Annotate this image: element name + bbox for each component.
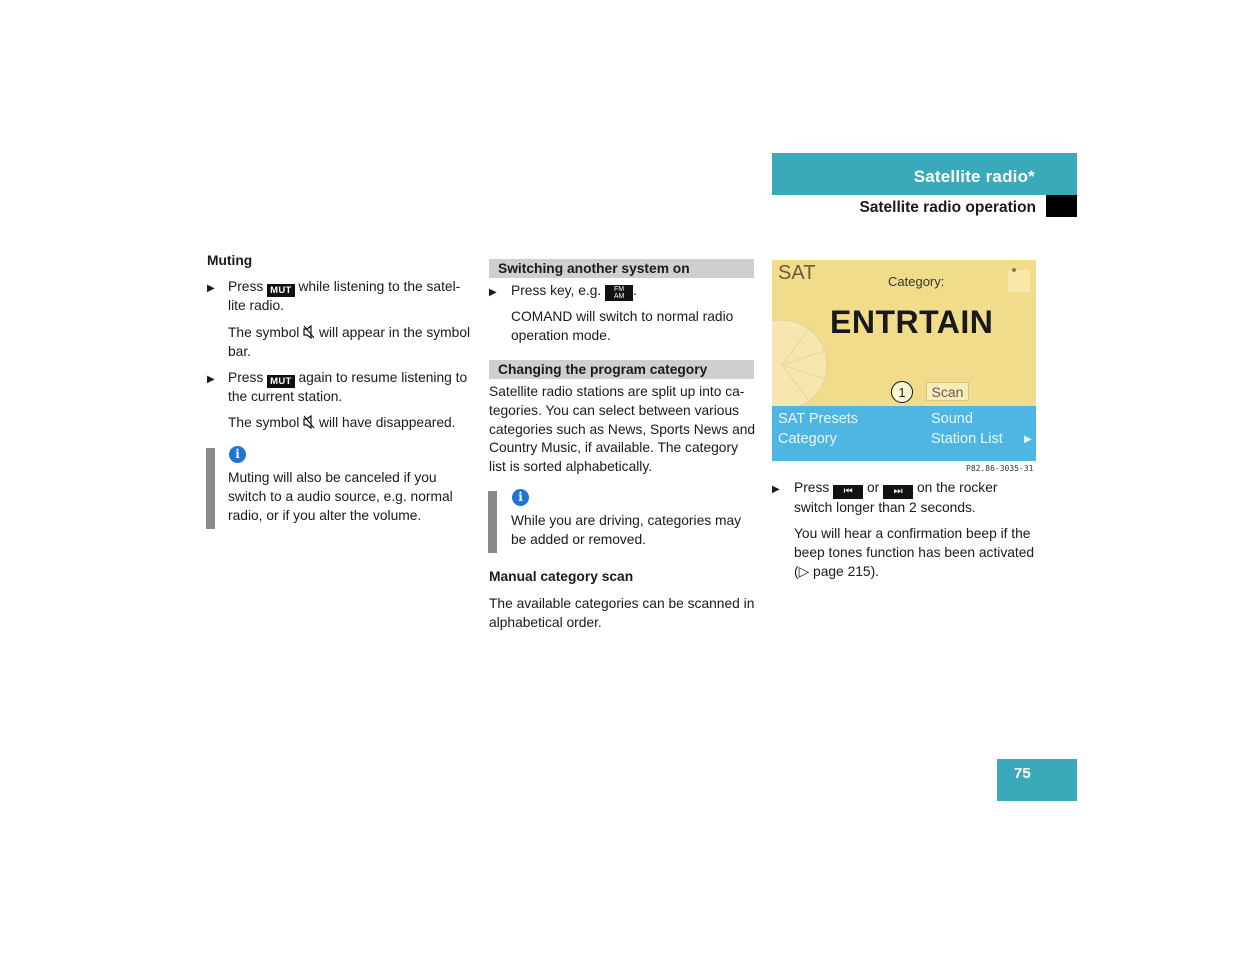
muting-step-2 [228, 369, 478, 407]
fm-am-key-icon [605, 285, 633, 301]
mute-speaker-icon [303, 325, 315, 339]
info-line: While you are driving, categories may [511, 513, 742, 528]
para-line: categories such as News, Sports News and [489, 421, 756, 437]
step-text: the current station. [228, 389, 343, 404]
muting-step-1 [228, 278, 478, 316]
mut-key-icon: MUT [267, 284, 294, 297]
step-text: Press [228, 279, 264, 294]
section-marker [1046, 195, 1077, 217]
screen-sat-label: SAT [778, 262, 816, 284]
section-title: Satellite radio operation [859, 199, 1036, 216]
result-text: bar. [228, 343, 252, 359]
muting-result-1 [228, 324, 478, 362]
chapter-header [772, 153, 1077, 195]
para-line: The available categories can be scanned in [489, 596, 755, 611]
step-text: Press key, e.g. [511, 283, 602, 298]
step-text: again to resume listening to [298, 370, 468, 385]
scan-result [794, 525, 1044, 581]
para-line: list is sorted alphabetically. [489, 459, 653, 475]
result-line: You will hear a confirmation beep if the [794, 526, 1031, 541]
arrow-right-icon: ▶ [1024, 434, 1032, 445]
skip-forward-key-icon: ⏭ [883, 485, 913, 499]
manual-scan-paragraph [489, 595, 759, 633]
key-label: AM [613, 293, 625, 300]
screen-category-value: ENTRTAIN [830, 304, 994, 340]
callout-marker: 1 [891, 381, 913, 403]
step-text: while listening to the satel- [298, 279, 461, 294]
step-text: Press [228, 370, 264, 385]
scan-step [794, 479, 1044, 518]
switch-step [511, 282, 756, 301]
bullet-icon: ▶ [207, 374, 215, 385]
result-text: will have disappeared. [319, 415, 456, 430]
muting-heading: Muting [207, 253, 253, 268]
info-icon: i [229, 446, 246, 463]
page-number-box [997, 759, 1077, 801]
para-line: Country Music, if available. The category [489, 440, 738, 456]
step-text: . [633, 283, 637, 298]
info-line: be added or removed. [511, 531, 646, 547]
screen-softkey-bar [772, 406, 1036, 461]
result-line: COMAND will switch to normal radio [511, 309, 734, 324]
info-line: Muting will also be canceled if you [228, 470, 437, 485]
skip-back-key-icon: ⏮ [833, 485, 863, 499]
step-text: on the rocker [916, 480, 998, 495]
section-bar-category: Changing the program category [489, 360, 754, 379]
category-paragraph [489, 383, 759, 477]
softkey-category: Category [778, 431, 837, 447]
switch-result [511, 308, 756, 346]
info-line: switch to a audio source, e.g. normal [228, 488, 453, 504]
disc-graphic-icon [772, 320, 832, 410]
page-number: 75 [1014, 765, 1031, 782]
bullet-icon: ▶ [772, 484, 780, 495]
result-line: beep tones function has been activated [794, 544, 1035, 560]
key-label: FM [614, 286, 625, 293]
para-line: tegories. You can select between various [489, 402, 740, 418]
bullet-icon: ▶ [207, 283, 215, 294]
muting-result-2 [228, 414, 478, 433]
result-text: will appear in the symbol [319, 325, 471, 340]
mut-key-icon: MUT [267, 375, 294, 388]
page-reference-link[interactable]: (▷ page 215). [794, 563, 880, 579]
step-text: Press [794, 480, 830, 495]
result-text: The symbol [228, 415, 300, 430]
info-bar [206, 448, 215, 529]
figure-caption: P82.86-3035-31 [966, 464, 1034, 473]
screen-display-area [772, 260, 1036, 406]
chapter-title: Satellite radio* [913, 167, 1035, 186]
section-bar-switching: Switching another system on [489, 259, 754, 278]
result-line: operation mode. [511, 327, 611, 343]
sat-radio-screen-illustration [772, 260, 1036, 461]
softkey-sat-presets: SAT Presets [778, 411, 859, 427]
softkey-station-list: Station List [931, 431, 1003, 447]
step-text: switch longer than 2 seconds. [794, 500, 976, 515]
signal-antenna-icon [1006, 264, 1032, 294]
info-bar [488, 491, 497, 553]
bullet-icon: ▶ [489, 287, 497, 298]
para-line: Satellite radio stations are split up into ca- [489, 384, 745, 399]
manual-scan-heading: Manual category scan [489, 569, 634, 584]
muting-info-note [228, 469, 478, 525]
result-text: The symbol [228, 325, 300, 340]
screen-scan-button: Scan [926, 382, 969, 401]
softkey-sound: Sound [931, 411, 973, 427]
info-line: radio, or if you alter the volume. [228, 507, 422, 523]
step-text: lite radio. [228, 298, 284, 313]
step-text: or [866, 480, 880, 495]
screen-category-label: Category: [888, 274, 945, 289]
category-info-note [511, 512, 756, 550]
info-icon: i [512, 489, 529, 506]
mute-speaker-icon [303, 415, 315, 429]
para-line: alphabetical order. [489, 614, 602, 630]
